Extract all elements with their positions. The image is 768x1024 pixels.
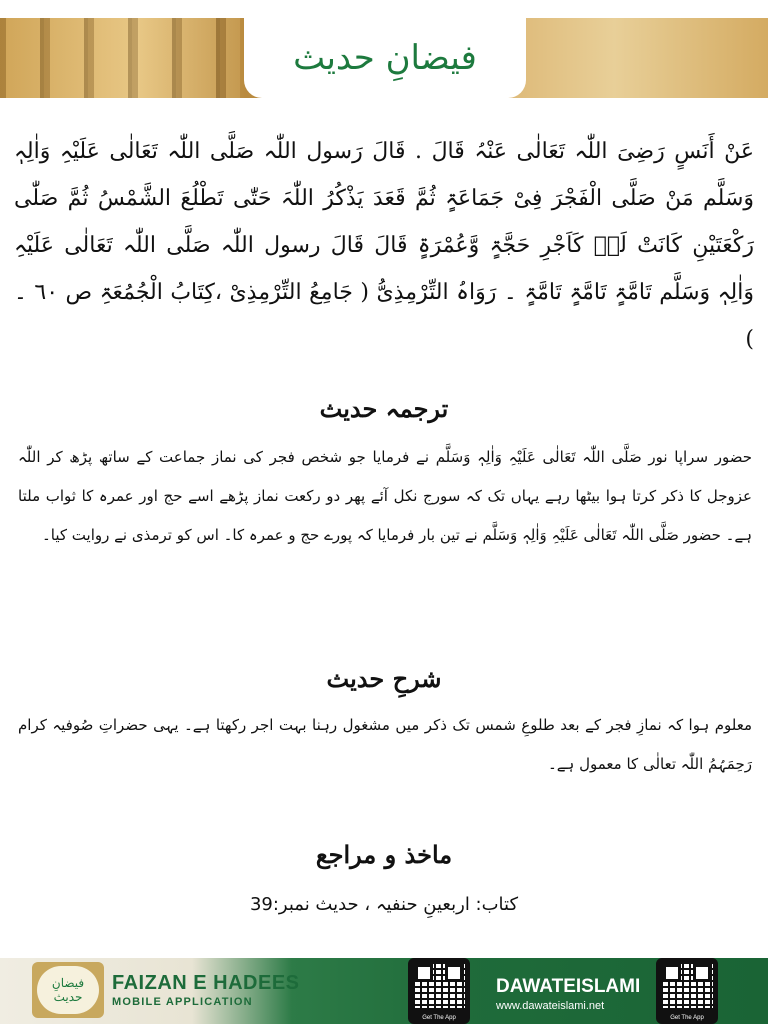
- translation-text: حضور سراپا نور صَلَّی اللّٰہ تَعَالٰی عَلَیْہِ وَاٰلِہٖ وَسَلَّم نے فرمایا جو شخص فجر کی نماز جماعت کے ساتھ پڑھ کر اللّٰہ عزوجل کا ذکر کرتا ہوا بیٹھا رہے یہاں تک کہ سورج نکل آئے پھر دو رکعت نماز پڑھے اسے حج اور عمرہ کا ثواب ملتا ہے۔ حضور صَلَّی اللّٰہ تَعَالٰی عَلَیْہِ وَاٰلِہٖ وَسَلَّم نے تین بار فرمایا کہ پورے حج و عمرہ کا۔ اس کو ترمذی نے روایت کیا۔: [18, 448, 752, 544]
- footer: [0, 958, 768, 1024]
- qr-code-icon: [661, 962, 713, 1008]
- content-panel: [0, 98, 768, 958]
- website-url[interactable]: www.dawateislami.net: [496, 1000, 605, 1012]
- app-subtitle: MOBILE APPLICATION: [112, 996, 253, 1008]
- references-text: کتاب: اربعینِ حنفیہ ، حدیث نمبر:39: [249, 894, 519, 915]
- title-tab: [244, 18, 526, 98]
- qr-right-store-label: Get The App: [670, 1015, 704, 1021]
- hadith-arabic-text: عَنْ أَنَسٍ رَضِیَ اللّٰہ تَعَالٰی عَنْہُ قَالَ . قَالَ رَسول اللّٰہ صَلَّی اللّٰہ تَعَالٰی عَلَیْہِ وَاٰلِہٖ وَسَلَّم مَنْ صَلَّی الْفَجْرَ فِیْ جَمَاعَۃٍ ثُمَّ قَعَدَ یَذْکُرُ اللّٰہَ حَتّٰی تَطْلُعَ الشَّمْسُ ثُمَّ صَلّٰی رَکْعَتَیْنِ کَانَتْ لَہٗ کَاَجْرِ حَجَّۃٍ وَّعُمْرَۃٍ قَالَ قَالَ رسول اللّٰہ صَلَّی اللّٰہ تَعَالٰی عَلَیْہِ وَاٰلِہٖ وَسَلَّم تَامَّۃٍ تَامَّۃٍ تَامَّۃٍ ۔ رَوَاہُ التِّرْمِذِیُّ ( جَامِعُ التِّرْمِذِیْ ،کِتَابُ الْجُمُعَۃِ ص ٦٠ ۔ ): [14, 139, 754, 352]
- references-heading: ماخذ و مراجع: [315, 840, 453, 869]
- brand-name: DAWATEISLAMI: [496, 976, 641, 997]
- qr-code-left[interactable]: [408, 958, 470, 1024]
- app-name: FAIZAN E HADEES: [112, 972, 300, 994]
- app-logo-text: فیضانِ حدیث: [37, 966, 99, 1014]
- qr-code-right[interactable]: [656, 958, 718, 1024]
- explanation-heading: شرحِ حدیث: [326, 664, 442, 693]
- explanation-text: معلوم ہوا کہ نمازِ فجر کے بعد طلوعِ شمس تک ذکر میں مشغول رہنا بہت اجر رکھتا ہے۔ یہی حضراتِ صُوفیہ کرام رَحِمَہُمُ اللّٰہ تعالٰی کا معمول ہے۔: [18, 716, 752, 773]
- app-logo: [32, 962, 104, 1018]
- books-background: [0, 18, 240, 98]
- page-title: فیضانِ حدیث: [293, 38, 477, 78]
- top-strip: [0, 0, 768, 18]
- qr-code-icon: [413, 962, 465, 1008]
- translation-heading: ترجمہ حدیث: [319, 394, 449, 423]
- qr-left-store-label: Get The App: [422, 1015, 456, 1021]
